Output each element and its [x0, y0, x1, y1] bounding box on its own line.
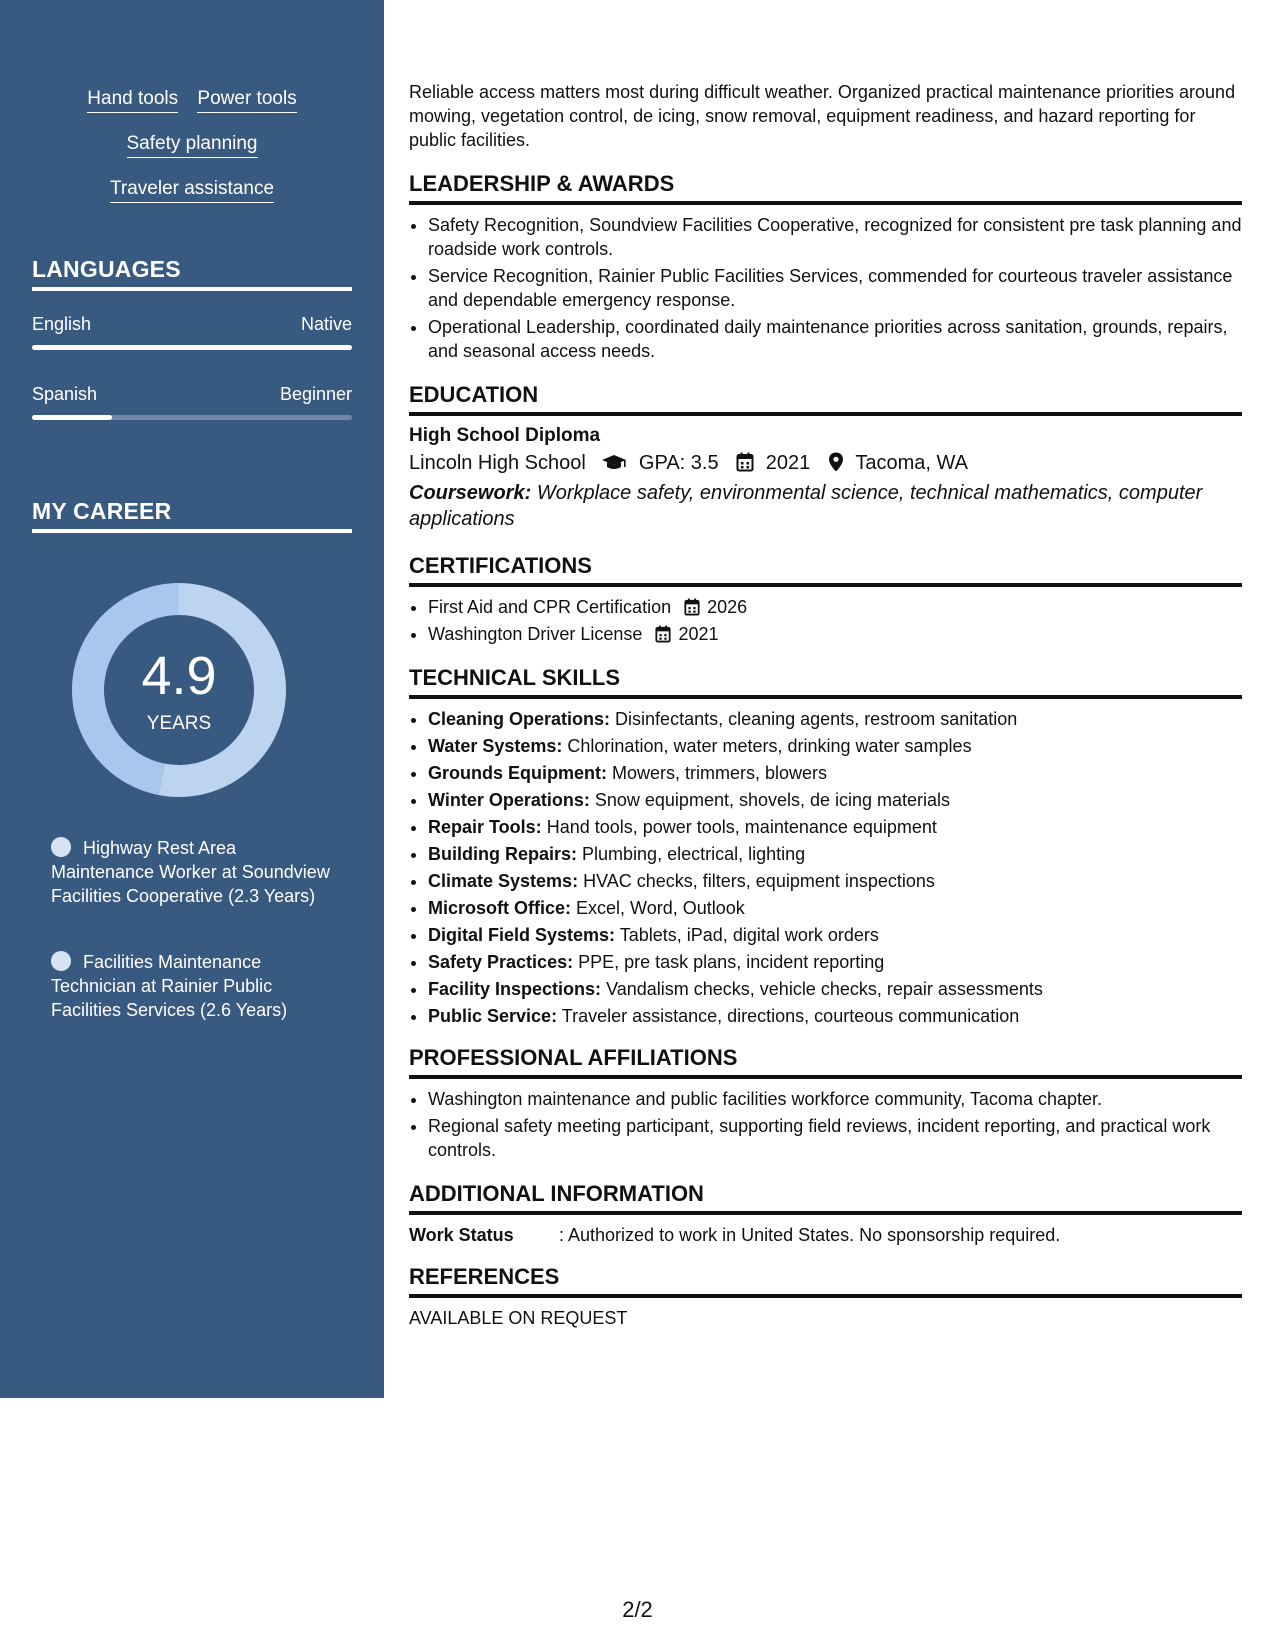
skill-value: Disinfectants, cleaning agents, restroom sanitation	[615, 709, 1018, 729]
additional-info-heading: ADDITIONAL INFORMATION	[409, 1180, 1242, 1215]
affiliations-list	[409, 1087, 1242, 1162]
skill-label: Digital Field Systems:	[428, 925, 616, 945]
skill-value: Tablets, iPad, digital work orders	[619, 925, 879, 945]
language-bar	[32, 415, 352, 420]
list-item: • Regional safety meeting participant, supporting field reviews, incident reporting, and practical work controls.	[428, 1114, 1242, 1162]
graduation-cap-icon	[601, 452, 633, 474]
intro-paragraph: Reliable access matters most during difficult weather. Organized practical maintenance priorities around mowing, vegetation control, de icing, snow removal, equipment readiness, and hazard reporting for public facilities.	[409, 82, 1236, 150]
list-item: • Safety Recognition, Soundview Facilities Cooperative, recognized for consistent pre task planning and roadside work controls.	[428, 213, 1242, 261]
leadership-list	[409, 213, 1242, 363]
skill-value: Plumbing, electrical, lighting	[582, 844, 806, 864]
skill-value: HVAC checks, filters, equipment inspections	[583, 871, 935, 891]
language-level: Beginner	[279, 384, 352, 404]
skill-value: PPE, pre task plans, incident reporting	[578, 952, 885, 972]
certification-name: First Aid and CPR Certification	[428, 597, 672, 617]
career-dot-icon	[51, 837, 71, 857]
career-donut	[66, 577, 292, 803]
career-dot-icon	[51, 951, 71, 971]
education-coursework	[409, 480, 1242, 532]
sidebar	[0, 0, 384, 1398]
skill-value: Snow equipment, shovels, de icing materials	[594, 790, 951, 810]
career-item-text: Highway Rest Area Maintenance Worker at Soundview Facilities Cooperative (2.3 Years)	[51, 838, 330, 906]
calendar-icon	[655, 624, 676, 644]
affiliations-heading: PROFESSIONAL AFFILIATIONS	[409, 1044, 1242, 1079]
career-total: 4.9	[141, 646, 217, 706]
calendar-icon	[736, 452, 760, 474]
certifications-heading: CERTIFICATIONS	[409, 552, 1242, 587]
skill-value: Mowers, trimmers, blowers	[612, 763, 828, 783]
language-name: Spanish	[32, 384, 98, 404]
certification-item	[428, 595, 1242, 619]
list-item	[428, 815, 1242, 839]
list-item: • Washington maintenance and public facilities workforce community, Tacoma chapter.	[428, 1087, 1242, 1111]
skill-label: Building Repairs:	[428, 844, 578, 864]
list-item	[428, 977, 1242, 1001]
skill-label: Safety Practices:	[428, 952, 574, 972]
certification-year: 2021	[678, 624, 719, 644]
certification-year: 2026	[707, 597, 748, 617]
education-gpa: GPA: 3.5	[638, 452, 719, 474]
references-heading: REFERENCES	[409, 1263, 1242, 1298]
list-item	[428, 869, 1242, 893]
list-item	[428, 896, 1242, 920]
skill-value: Hand tools, power tools, maintenance equipment	[546, 817, 937, 837]
career-heading: MY CAREER	[32, 498, 352, 533]
language-item	[32, 314, 352, 350]
skill-label: Grounds Equipment:	[428, 763, 607, 783]
coursework-text: Workplace safety, environmental science, technical mathematics, computer applications	[409, 482, 1203, 530]
list-item	[428, 734, 1242, 758]
certifications-list	[409, 595, 1242, 646]
skill-value: Traveler assistance, directions, courteous communication	[561, 1006, 1020, 1026]
calendar-icon	[684, 597, 705, 617]
technical-skills-heading: TECHNICAL SKILLS	[409, 664, 1242, 699]
language-item	[32, 384, 352, 420]
language-bar-fill	[32, 345, 352, 350]
skill-label: Winter Operations:	[428, 790, 590, 810]
education-location: Tacoma, WA	[855, 452, 968, 474]
skill-chip: Power tools	[197, 88, 296, 113]
work-status-value: : Authorized to work in United States. No sponsorship required.	[559, 1225, 1061, 1245]
list-item	[428, 707, 1242, 731]
leadership-heading: LEADERSHIP & AWARDS	[409, 170, 1242, 205]
skill-label: Facility Inspections:	[428, 979, 602, 999]
list-item: • Service Recognition, Rainier Public Facilities Services, commended for courteous traveler assistance and dependable emergency response.	[428, 264, 1242, 312]
language-name: English	[32, 314, 92, 334]
certification-item	[428, 622, 1242, 646]
career-donut-label	[66, 577, 292, 803]
career-unit: YEARS	[146, 713, 212, 734]
list-item	[428, 761, 1242, 785]
technical-skills-list	[409, 707, 1242, 1028]
career-item-text: Facilities Maintenance Technician at Rainier Public Facilities Services (2.6 Years)	[51, 952, 288, 1020]
main-content	[409, 80, 1242, 1330]
work-status-row	[409, 1223, 1242, 1247]
language-bar-fill	[32, 415, 112, 420]
skills-row-3	[0, 178, 384, 203]
languages-heading: LANGUAGES	[32, 256, 352, 291]
skill-chip: Safety planning	[127, 133, 258, 158]
location-pin-icon	[828, 452, 850, 474]
education-year: 2021	[765, 452, 811, 474]
skill-label: Repair Tools:	[428, 817, 542, 837]
list-item	[428, 923, 1242, 947]
skills-row-2	[0, 133, 384, 158]
list-item	[428, 950, 1242, 974]
skill-chip: Hand tools	[87, 88, 178, 113]
skill-label: Microsoft Office:	[428, 898, 572, 918]
skill-label: Water Systems:	[428, 736, 563, 756]
coursework-label: Coursework:	[409, 482, 532, 504]
skill-value: Chlorination, water meters, drinking water samples	[567, 736, 972, 756]
list-item	[428, 1004, 1242, 1028]
skill-label: Cleaning Operations:	[428, 709, 611, 729]
language-level: Native	[300, 314, 352, 334]
career-item	[51, 950, 341, 1022]
list-item: • Operational Leadership, coordinated daily maintenance priorities across sanitation, grounds, repairs, and seasonal access needs.	[428, 315, 1242, 363]
work-status-label: Work Status	[409, 1225, 514, 1245]
education-school: Lincoln High School	[409, 452, 586, 474]
skill-value: Excel, Word, Outlook	[576, 898, 745, 918]
page-number: 2/2	[622, 1597, 653, 1622]
skill-label: Public Service:	[428, 1006, 558, 1026]
education-degree: High School Diploma	[409, 425, 601, 446]
education-details	[409, 451, 1242, 475]
career-item	[51, 836, 341, 908]
skills-row-1	[0, 88, 384, 113]
language-bar	[32, 345, 352, 350]
certification-name: Washington Driver License	[428, 624, 643, 644]
list-item	[428, 842, 1242, 866]
skill-chip: Traveler assistance	[110, 178, 274, 203]
references-text: AVAILABLE ON REQUEST	[409, 1308, 628, 1328]
list-item	[428, 788, 1242, 812]
skill-value: Vandalism checks, vehicle checks, repair assessments	[606, 979, 1043, 999]
skill-label: Climate Systems:	[428, 871, 579, 891]
education-heading: EDUCATION	[409, 381, 1242, 416]
